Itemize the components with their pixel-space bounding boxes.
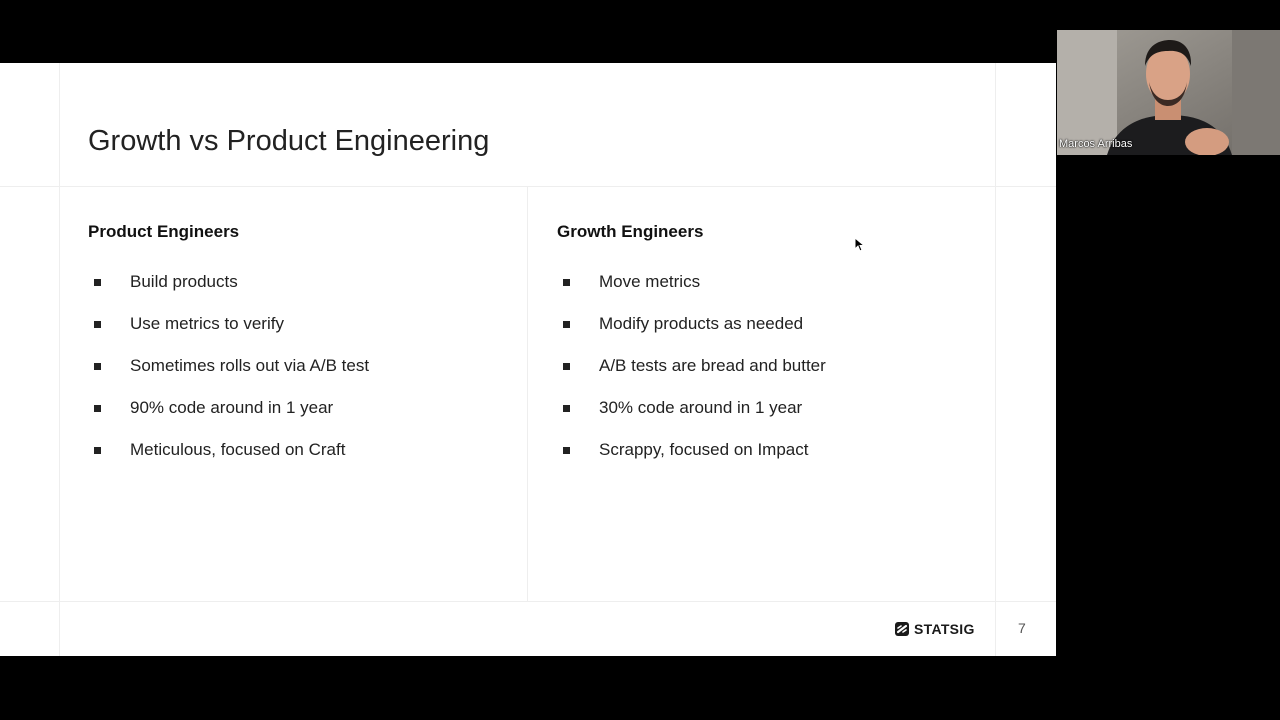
column-heading-product: Product Engineers <box>88 222 240 241</box>
bullet-square-icon <box>563 447 570 454</box>
bullet-square-icon <box>94 363 101 370</box>
guide-line <box>0 601 1056 602</box>
bullet-square-icon <box>563 363 570 370</box>
bullet-square-icon <box>563 279 570 286</box>
guide-line <box>527 187 528 601</box>
column-heading-growth: Growth Engineers <box>557 222 704 241</box>
logo-wordmark: STATSIG <box>914 621 975 637</box>
statsig-logo <box>894 619 975 639</box>
bullet-square-icon <box>563 321 570 328</box>
bullet-square-icon <box>94 279 101 286</box>
bullet-square-icon <box>94 447 101 454</box>
slide-page-number: 7 <box>1018 620 1026 636</box>
statsig-logo-icon <box>894 621 910 637</box>
webcam-video-tile[interactable] <box>1057 30 1280 155</box>
webcam-video-feed <box>1057 30 1280 155</box>
mouse-cursor-icon <box>854 237 866 253</box>
guide-line <box>59 63 60 656</box>
bullet-square-icon <box>94 405 101 412</box>
bullet-square-icon <box>94 321 101 328</box>
bullet-square-icon <box>563 405 570 412</box>
participant-name: Marcos Arribas <box>1059 138 1133 150</box>
guide-line <box>0 186 1056 187</box>
presentation-slide: Growth vs Product Engineering Product Engineers Build products Use metrics to verify Sometimes rolls out via A/B test 90% code around in 1 year Meticulous, focused on Craft Growth Engineers Move metrics Modify products as needed A/B tests are bread and butter 30% code around in 1 year Scrappy, focused on Impact STATSIG 7 <box>0 63 1056 656</box>
slide-title: Growth vs Product Engineering <box>88 125 490 157</box>
guide-line <box>995 63 996 656</box>
